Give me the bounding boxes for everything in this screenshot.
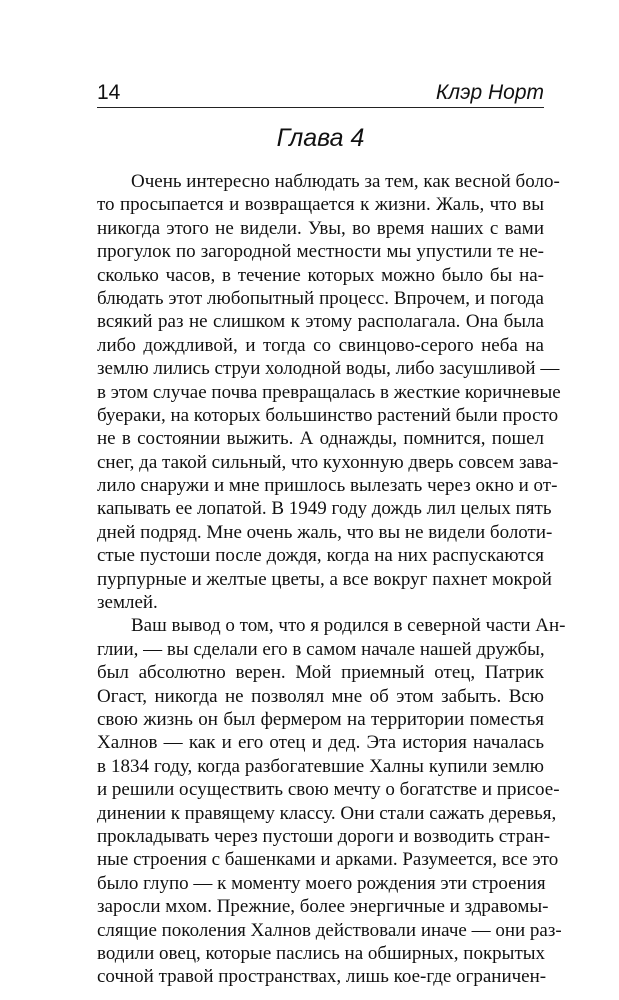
text-line: в этом случае почва превращалась в жесткие коричневые [97, 381, 561, 403]
text-line: дней подряд. Мне очень жаль, что вы не видели болоти- [97, 521, 553, 543]
text-line: Огаст, никогда не позволял мне об этом забыть. Всю [97, 685, 544, 707]
text-line: не в состоянии выжить. А однажды, помнится, пошел [97, 428, 544, 450]
text-line: землю лились струи холодной воды, либо засушливой — [97, 358, 560, 380]
text-line: снег, да такой сильный, что кухонную дверь совсем зава- [97, 451, 559, 473]
paragraph [97, 614, 566, 988]
text-line: заросли мхом. Прежние, более энергичные и здравомы- [97, 896, 549, 918]
text-line: то просыпается и возвращается к жизни. Жаль, что вы [97, 194, 544, 216]
text-line: водили овец, которые паслись на обширных, покрытых [97, 942, 546, 964]
text-line: Халнов — как и его отец и дед. Эта история началась [97, 732, 544, 754]
page-number: 14 [97, 81, 121, 104]
text-line: капывать ее лопатой. В 1949 году дождь лил целых пять [97, 498, 552, 520]
text-line: землей. [97, 592, 158, 614]
text-line: был абсолютно верен. Мой приемный отец, Патрик [97, 662, 544, 684]
text-line: динении к правящему классу. Они стали сажать деревья, [97, 802, 557, 824]
text-line: всякий раз не слишком к этому располагала. Она была [97, 311, 544, 333]
text-line: ные строения с башенками и арками. Разумеется, все это [97, 849, 559, 871]
text-line: стые пустоши после дождя, когда на них распускаются [97, 545, 544, 567]
chapter-title: Глава 4 [276, 124, 365, 152]
text-line: блюдать этот любопытный процесс. Впрочем, и погода [97, 287, 544, 309]
text-line: глии, — вы сделали его в самом начале нашей дружбы, [97, 638, 545, 660]
text-line: было глупо — к моменту моего рождения эти строения [97, 872, 546, 894]
body-text [97, 170, 566, 989]
text-line: свою жизнь он был фермером на территории поместья [97, 708, 544, 730]
text-line: либо дождливой, и тогда со свинцово-серого неба на [97, 334, 544, 356]
page-header [97, 82, 544, 110]
text-line: слящие поколения Халнов действовали иначе — они раз- [97, 919, 562, 941]
text-line: сочной травой пространствах, лишь кое-где ограничен- [97, 966, 547, 988]
text-line: лило снаружи и мне пришлось вылезать через окно и от- [97, 475, 558, 497]
header-divider [97, 107, 544, 108]
running-title: Клэр Норт [435, 81, 544, 104]
text-line: прокладывать через пустоши дороги и возводить стран- [97, 825, 551, 847]
text-line: Очень интересно наблюдать за тем, как весной боло- [131, 171, 560, 192]
text-line: в 1834 году, когда разбогатевшие Халны купили землю [97, 755, 544, 777]
text-line: никогда этого не видели. Увы, во время наших с вами [97, 217, 544, 239]
paragraph [97, 170, 561, 614]
text-line: и решили осуществить свою мечту о богатстве и присое- [97, 779, 560, 801]
text-line: сколько часов, в течение которых можно было бы на- [97, 264, 544, 286]
text-line: прогулок по загородной местности мы упустили те не- [97, 241, 544, 263]
text-line: пурпурные и желтые цветы, а все вокруг пахнет мокрой [97, 568, 552, 590]
text-line: буераки, на которых большинство растений были просто [97, 404, 559, 426]
text-line: Ваш вывод о том, что я родился в северной части Ан- [131, 615, 566, 637]
